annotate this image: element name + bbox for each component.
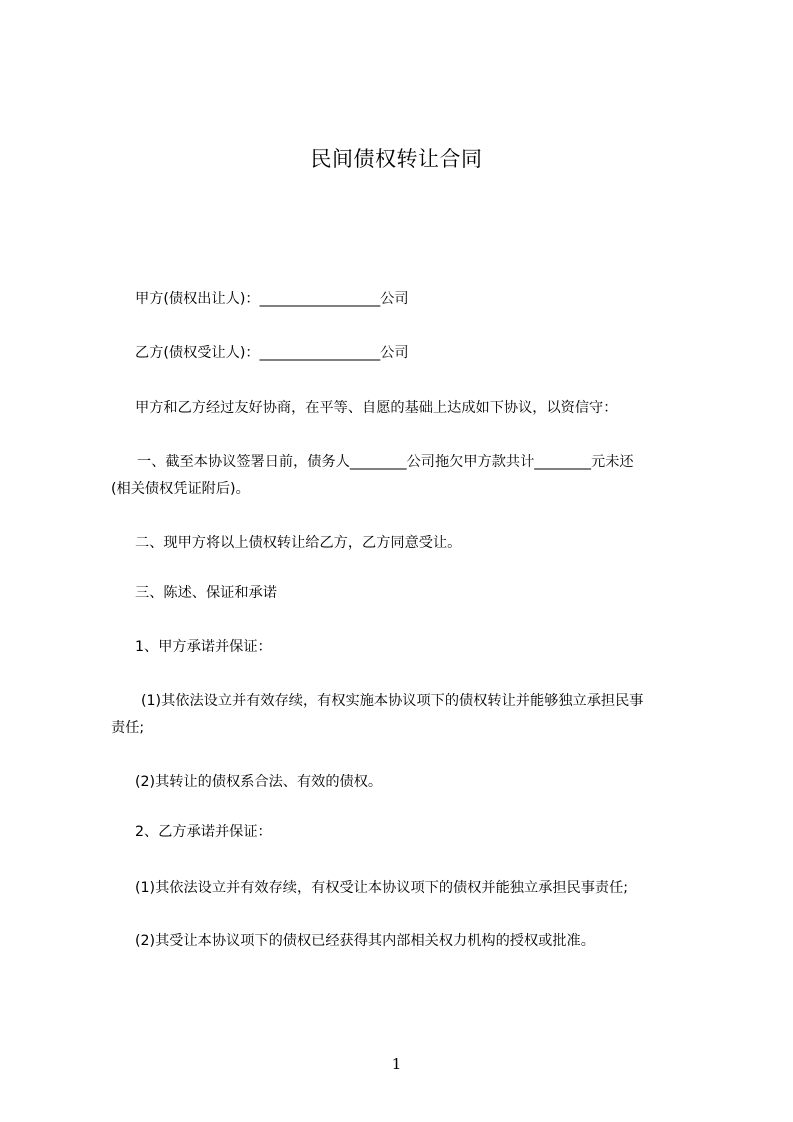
contract-title: 民间债权转让合同 — [310, 147, 483, 171]
party-a-item-2: (2)其转让的债权系合法、有效的债权。 — [135, 774, 383, 790]
party-b-item-1: (1)其依法设立并有效存续，有权受让本协议项下的债权并能独立承担民事责任; — [135, 880, 629, 896]
clause-3-heading: 三、陈述、保证和承诺 — [135, 585, 277, 601]
clause-1-line-2: (相关债权凭证附后)。 — [111, 481, 250, 497]
party-a-item-1-line-1: (1)其依法设立并有效存续，有权实施本协议项下的债权转让并能够独立承担民事 — [141, 693, 644, 709]
page-number: 1 — [391, 1055, 402, 1073]
party-b-item-2: (2)其受让本协议项下的债权已经获得其内部相关权力机构的授权或批准。 — [135, 933, 595, 949]
party-a-line: 甲方(债权出让人)：_________________公司 — [135, 291, 409, 307]
party-a-item-1-line-2: 责任; — [111, 720, 145, 736]
party-b-undertakings-heading: 2、乙方承诺并保证： — [135, 824, 272, 840]
clause-2: 二、现甲方将以上债权转让给乙方，乙方同意受让。 — [135, 535, 462, 551]
party-b-line: 乙方(债权受让人)：_________________公司 — [135, 345, 409, 361]
preamble-paragraph: 甲方和乙方经过友好协商，在平等、自愿的基础上达成如下协议，以资信守： — [135, 400, 618, 416]
clause-1-line-1: 一、截至本协议签署日前，债务人________公司拖欠甲方款共计________元未还 — [137, 454, 634, 470]
party-a-undertakings-heading: 1、甲方承诺并保证： — [135, 639, 272, 655]
